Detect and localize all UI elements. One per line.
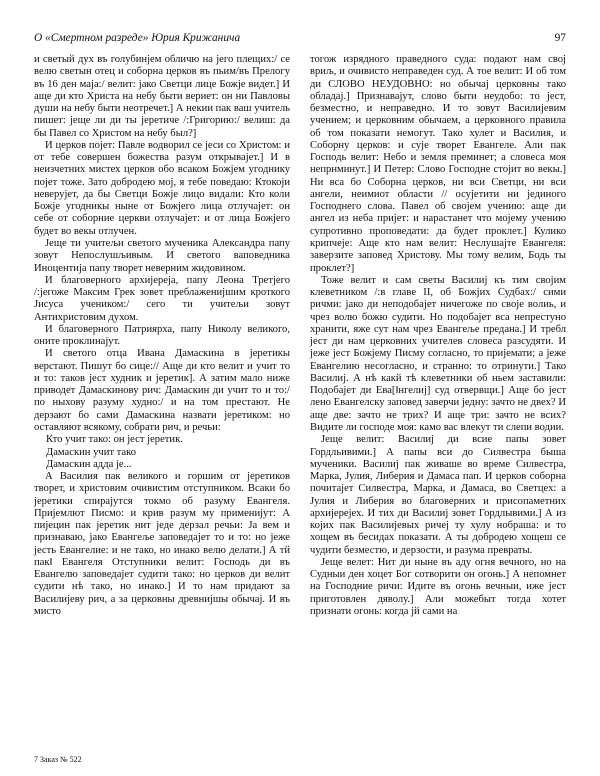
paragraph: И светого отца Ивана Дамаскина в јеретикы верстают. Пишут бо сице:// Аще ди кто велит и учит то и то: таков јест худник и јеретик]. А затим мало ниже приводет Дамаскинову рич: Дамаскин ди учит то и то:/ по ныхову разуму худно:/ и на том престают. Не дерзают бо сами Дамаскина назвати јеретиком: но оставляют всякому, собрати рич, и речьи: bbox=[34, 348, 290, 433]
verse-line: Кто учит тако: он јест јеретик. bbox=[46, 434, 183, 446]
page-header bbox=[34, 30, 566, 46]
paragraph: Јеще велит: Василиј ди всие папы зовет Гордльивими.] А папы вси до Силвестра быша мученики. Василиј пак живаше во време Силвестра, Марка, Јулия, Либерия и Дамаса пап. И церков соборна почитајет Силвестра, Марка, и Дамаса, во Светцех: а Јулия и Либерия во благоверних и присопаметних архијерејех. И тих ди Василиј зовет Гордлывими.] А из којих пак Василијевых ричеј ту хулу нобраша: и то хощем въ бесидах показати. А ты добродею хощеш се чудити безместю, и дерзости, и разума превраты. bbox=[310, 434, 566, 556]
paragraph: И благоверного Патриярха, папу Николу великого, оните проклинајут. bbox=[34, 323, 290, 348]
page-number: 97 bbox=[554, 32, 566, 44]
running-title: О «Смертном разреде» Юрия Крижанича bbox=[34, 32, 241, 44]
verse-line: Дамаскин адда је... bbox=[46, 458, 132, 470]
paragraph: и светый дух въ голубинјем обличю на јего плещих:/ се велю светын отец и соборна церков въ пьим/въ Прелогу въ 16 ден маја:/ велит: јако Светци лице Божје видет.] И аще ди кто Христа на небу быти вериет: он ни Павловы души на небу быти неотречет.] А некии пак ваш учитель пишет: јеще ли ди ты јеретиче /:Григорию:/ велиш: да бы Павел со Христом на небу был?] bbox=[34, 54, 290, 139]
paragraph: Јеще велет: Нит ди ныне въ аду огня вечного, но на Судныи ден хоцет Бог сотворити он огонь.] А непомнет на Господние ричи: Идите въ огонь вечныи, иже јест приготовлен дяволу.] Али можебыт тогда хотет признати огонь: когда јй сами на bbox=[310, 556, 566, 617]
paragraph: А Василия пак великого и горшим от јеретиков творет, и христовим очивистим отступником. Всаки бо јеретики спирајутся токмо об разуму Евангеля. Пријемлют Писмо: и крив разум му применијут: А пијецин пак јеретик нит једе дерзал речьи: Ја вем и признаваю, јако Евангеље заповедајет то и то: но јеже јесть Евангелие: и не тако, но инако велю делати.] А тй пак‖ Евангеля Отступники велит: Господь ди въ Евангелю заповедајет судити тако: но церков ди велит судити нѣ тако, но инако.] И то нам придают за Василијеву рич, а за церковны древнијшы обычај. И въ мисто bbox=[34, 471, 290, 617]
printer-signature: 7 Заказ № 522 bbox=[34, 755, 82, 764]
text-column-left bbox=[34, 54, 290, 618]
paragraph: Јеще ти учитељи светого мученика Александра папу зовут Непослушљивым. И светого ваповедника Иноцентија папу творет неверним жидовином. bbox=[34, 237, 290, 274]
paragraph: И церков појет: Павле водворил се јеси со Христом: и от тебе совершен божества разум открывајет.] И в неизчетних мистех церков обо всаком Божјем угоднику појет тоже. Зато добродею мој, я тебе поведаю: Ктокоји неверујет, да бы Светци Божје лицо видали: Кто коли Божје угодникы ныне от Божјего лица отлучајет: он себе от соборние церкви отлучајет: и от лица Божјего будет во векы отлучен. bbox=[34, 139, 290, 237]
paragraph: Тоже велит и сам светы Василиј къ тим својим клеветником /:в главе II, об Божјих Судбах:/ сими ричми: јако ди неподобајет ничегоже по своје волиь, и чрез волю божю судити. Но подобајет вса непрестуно хранити, яже сут нам чрез Евангеље предана.] И требл јест ди нам церковних учителев словеса разсудяти. И јеже јест Божјему Писму согласно, то пријемати; а јеже Евангелию несогласно, и странно: то отринути.] Тако Василиј. А нѣ какй тѣ клеветники об ньем заставили: Подобајет ди Ева[‖нгелиј] суд отвервщи.] Аще бо јест лено Евангелску заповед заверчи једну: зачто не двех? И аще две: зачто не трих? И аще три: зачто не всих? Видите ли господе моя: камо вас влекут ти слепи водии. bbox=[310, 274, 566, 433]
verse-line: Дамаскин учит тако bbox=[46, 446, 137, 458]
paragraph: тогож изрядного праведного суда: подают нам свој вриљ, и очивисто неправеден суд. А тое велит: И об том ди СЛОВО НЕУДОВНО: но обычај церковны тако обладај.] Признавајут, слово быти неудобо: то јест, безместно, и неправедно. И то зовут Василијевим учением; и церковним обычаем, а церковного правила об том показати немогут. Тако хулет и Василия, и Соборну церков: и сује творет Евангеле. Али пак Господь велит: Небо и земля преминет; а словеса моя непрнминут.] И Петер: Слово Господне стојит во векы.] Ни вса бо Соборна церков, ни вси Светци, ни вси ангели, неимиот области // осујетити ни јединого Господнего слова. Павел об својем учению: аще ди ангел из неба пријет: и нарастанет что мојему учению супротивно проповедати: да будет проклет.] Кулико крипчеје: Аще кто нам велит: Неслушајте Евангеля: заверзите заповед Христову. Мы тому велим, Бодь ты проклет?] bbox=[310, 54, 566, 274]
paragraph: И благоверного архијереја, папу Леона Третјего /:јегоже Максим Грек зовет преблаженијшим кроткого Јисуса учеником:/ сего ти учитељи зовут Антихристовим духом. bbox=[34, 274, 290, 323]
text-column-right bbox=[310, 54, 566, 618]
